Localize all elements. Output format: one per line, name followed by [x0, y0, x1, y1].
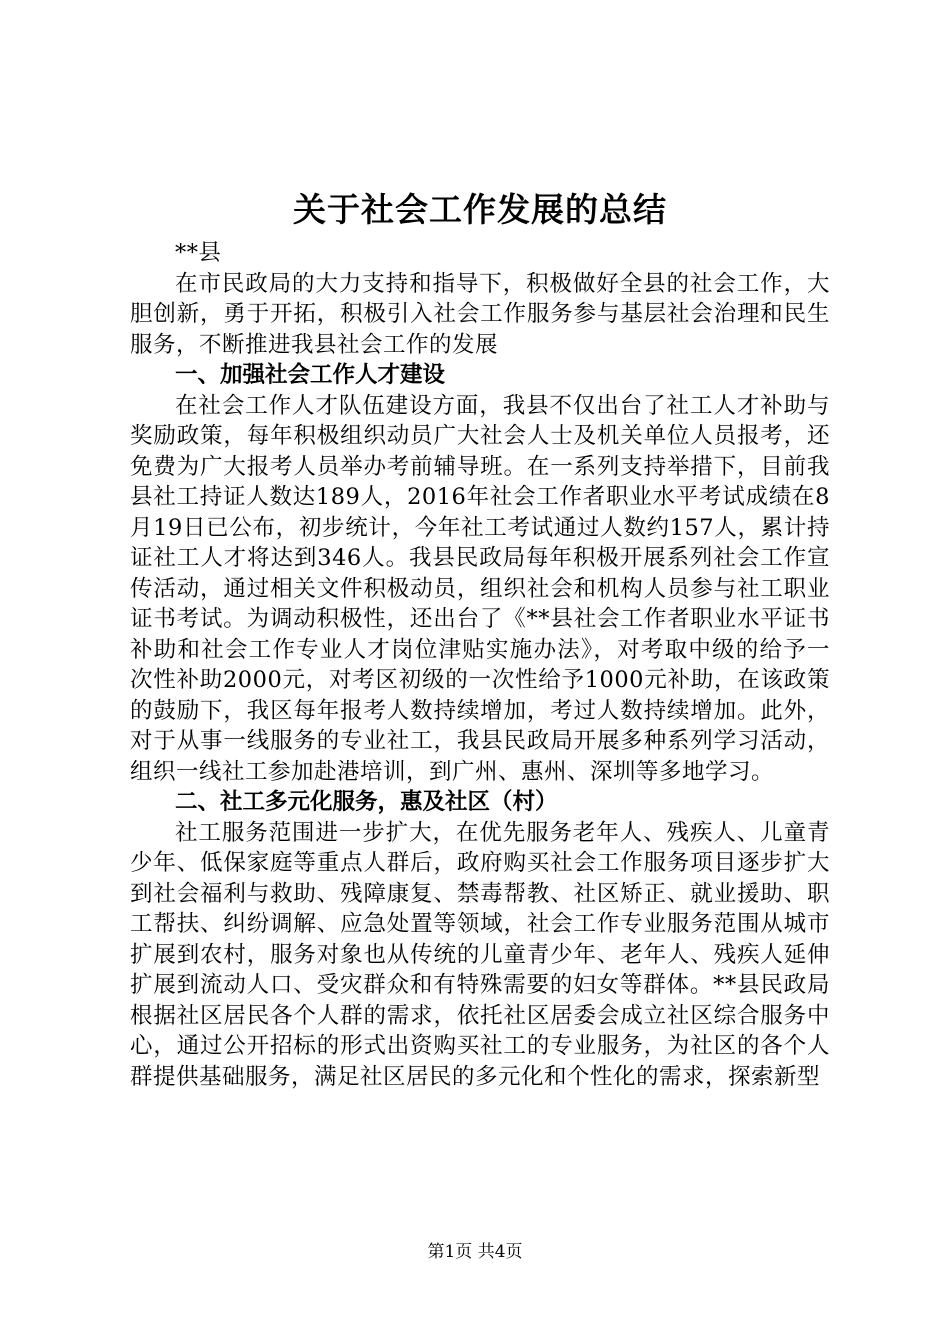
- section-1-heading: 一、加强社会工作人才建设: [175, 362, 446, 388]
- intro-paragraph: 在市民政局的大力支持和指导下，积极做好全县的社会工作，大胆创新，勇于开拓，积极引入社会工作服务参与基层社会治理和民生服务，不断推进我县社会工作的发展: [130, 270, 830, 358]
- section-2-paragraph: 社工服务范围进一步扩大，在优先服务老年人、残疾人、儿童青少年、低保家庭等重点人群后，政府购买社会工作服务项目逐步扩大到社会福利与救助、残障康复、禁毒帮教、社区矫正、就业援助、职工帮扶、纠纷调解、应急处置等领域，社会工作专业服务范围从城市扩展到农村，服务对象也从传统的儿童青少年、老年人、残疾人延伸扩展到流动人口、受灾群众和有特殊需要的妇女等群体。**县民政局根据社区居民各个人群的需求，依托社区居委会成立社区综合服务中心，通过公开招标的形式出资购买社工的专业服务，为社区的各个人群提供基础服务，满足社区居民的多元化和个性化的需求，探索新型: [130, 819, 830, 1090]
- page-footer: 第1页 共4页: [427, 1242, 523, 1262]
- section-1-paragraph: 在社会工作人才队伍建设方面，我县不仅出台了社工人才补助与奖励政策，每年积极组织动员广大社会人士及机关单位人员报考，还免费为广大报考人员举办考前辅导班。在一系列支持举措下，目前我县社工持证人数达189人，2016年社会工作者职业水平考试成绩在8月19日已公布，初步统计，今年社工考试通过人数约157人，累计持证社工人才将达到346人。我县民政局每年积极开展系列社会工作宣传活动，通过相关文件积极动员，组织社会和机构人员参与社工职业证书考试。为调动积极性，还出台了《**县社会工作者职业水平证书补助和社会工作专业人才岗位津贴实施办法》，对考取中级的给予一次性补助2000元，对考区初级的一次性给予1000元补助，在该政策的鼓励下，我区每年报考人数持续增加，考过人数持续增加。此外，对于从事一线服务的专业社工，我县民政局开展多种系列学习活动，组织一线社工参加赴港培训，到广州、惠州、深圳等多地学习。: [130, 392, 830, 785]
- document-page: [130, 188, 830, 1092]
- document-title: 关于社会工作发展的总结: [293, 190, 667, 229]
- section-2-heading: 二、社工多元化服务，惠及社区（村）: [175, 789, 558, 815]
- author-line: **县: [175, 240, 222, 266]
